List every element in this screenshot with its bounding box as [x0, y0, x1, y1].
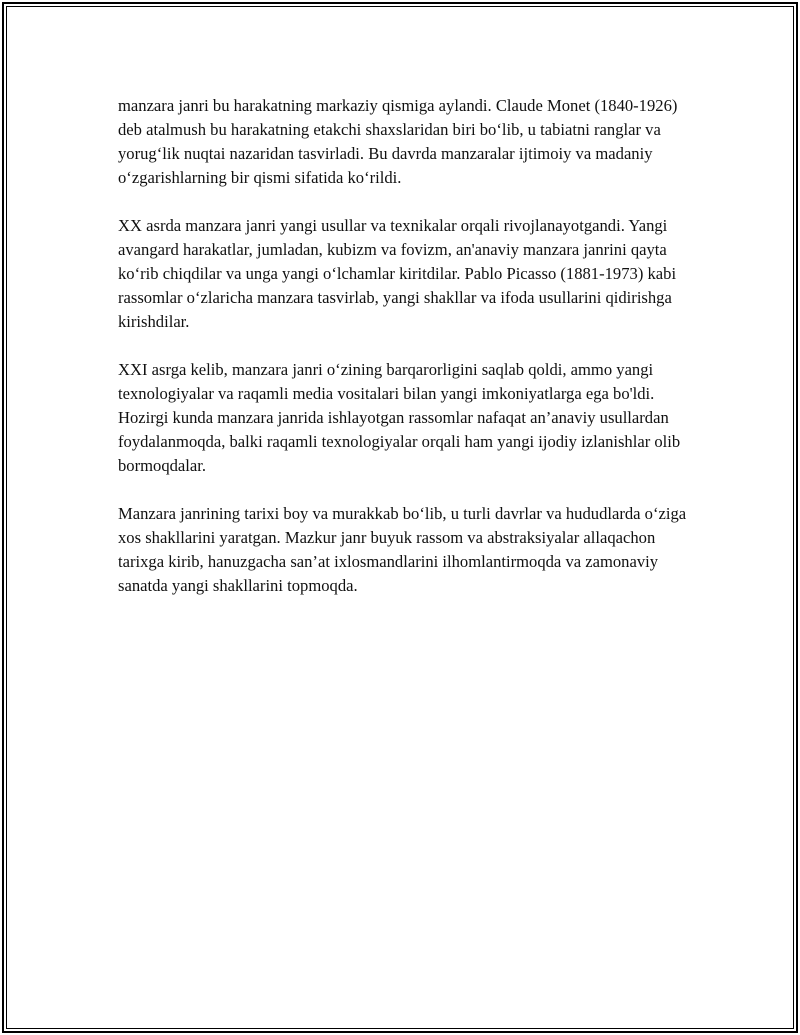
- paragraph-3: XXI asrga kelib, manzara janri o‘zining barqarorligini saqlab qoldi, ammo yangi texnologiyalar va raqamli media vositalari bilan yangi imkoniyatlarga ega bo'ldi. Hozirgi kunda manzara janrida ishlayotgan rassomlar nafaqat an’anaviy usullardan foydalanmoqda, balki raqamli texnologiyalar orqali ham yangi ijodiy izlanishlar olib bormoqdalar.: [118, 360, 681, 475]
- document-body: [118, 94, 690, 622]
- paragraph-1: manzara janri bu harakatning markaziy qismiga aylandi. Claude Monet (1840-1926) deb atalmush bu harakatning etakchi shaxslaridan biri bo‘lib, u tabiatni ranglar va yorug‘lik nuqtai nazaridan tasvirladi. Bu davrda manzaralar ijtimoiy va madaniy o‘zgarishlarning bir qismi sifatida ko‘rildi.: [118, 96, 678, 187]
- paragraph-2: XX asrda manzara janri yangi usullar va texnikalar orqali rivojlanayotgandi. Yangi avangard harakatlar, jumladan, kubizm va fovizm, an'anaviy manzara janrini qayta ko‘rib chiqdilar va unga yangi o‘lchamlar kiritdilar. Pablo Picasso (1881-1973) kabi rassomlar o‘zlaricha manzara tasvirlab, yangi shakllar va ifoda usullarini qidirishga kirishdilar.: [118, 216, 677, 331]
- paragraph-4: Manzara janrining tarixi boy va murakkab bo‘lib, u turli davrlar va hududlarda o‘ziga xos shakllarini yaratgan. Mazkur janr buyuk rassom va abstraksiyalar allaqachon tarixga kirib, hanuzgacha san’at ixlosmandlarini ilhomlantirmoqda va zamonaviy sanatda yangi shakllarini topmoqda.: [118, 504, 687, 595]
